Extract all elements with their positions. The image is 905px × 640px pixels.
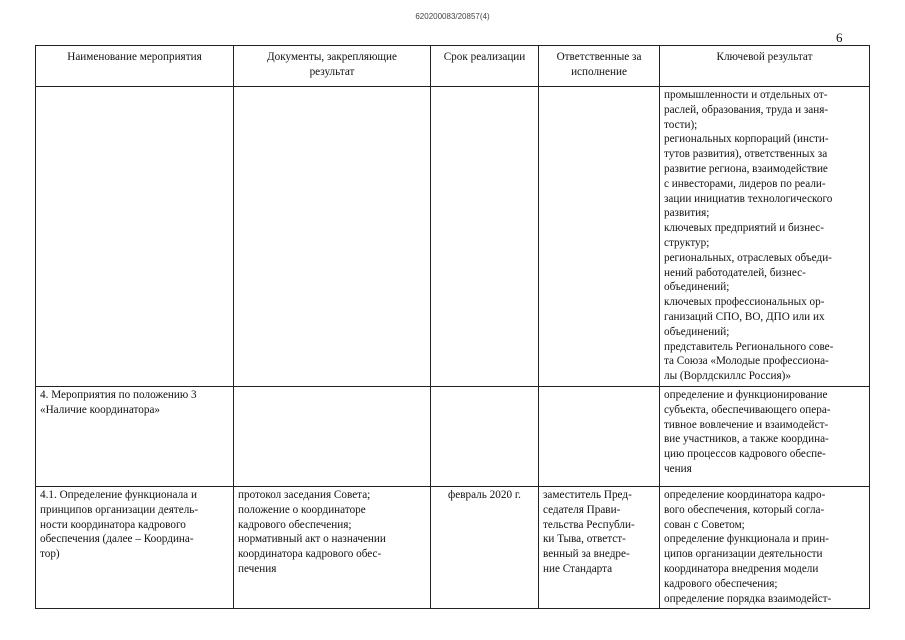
- cell-responsible: заместитель Пред- седателя Прави- тельства Республи- ки Тыва, ответст- венный за внедре- ние Стандарта: [539, 487, 660, 609]
- cell-responsible: [539, 387, 660, 487]
- table-header-row: [36, 46, 870, 87]
- table-row: [36, 487, 870, 609]
- cell-documents: протокол заседания Совета; положение о координаторе кадрового обеспечения; нормативный акт о назначении координатора кадрового обес- печения: [234, 487, 431, 609]
- cell-measure-name: [36, 87, 234, 387]
- table-row: [36, 87, 870, 387]
- measures-table: [35, 45, 870, 609]
- header-deadline: Срок реализации: [431, 46, 539, 87]
- cell-key-result: определение координатора кадро- вого обеспечения, который согла- сован с Советом; определение функционала и прин- ципов организации деятельности координатора внедрения модели кадрового обеспечения; определение порядка взаимодейст-: [660, 487, 870, 609]
- cell-deadline: [431, 387, 539, 487]
- cell-responsible: [539, 87, 660, 387]
- cell-deadline: февраль 2020 г.: [431, 487, 539, 609]
- cell-documents: [234, 387, 431, 487]
- cell-documents: [234, 87, 431, 387]
- cell-measure-name: 4.1. Определение функционала и принципов организации деятель- ности координатора кадрового обеспечения (далее – Координа- тор): [36, 487, 234, 609]
- cell-measure-name: 4. Мероприятия по положению 3 «Наличие координатора»: [36, 387, 234, 487]
- header-measure-name: Наименование мероприятия: [36, 46, 234, 87]
- header-key-result: Ключевой результат: [660, 46, 870, 87]
- cell-deadline: [431, 87, 539, 387]
- header-documents: Документы, закрепляющие результат: [234, 46, 431, 87]
- table-row: [36, 387, 870, 487]
- cell-key-result: промышленности и отдельных от- раслей, образования, труда и заня- тости); региональных корпораций (инсти- тутов развития), ответственных за развитие региона, взаимодействие с инвесторами, лидеров по реали- зации инициатив технологического развития; ключевых предприятий и бизнес- структур; региональных, отраслевых объеди- нений работодателей, бизнес- объединений; ключевых профессиональных ор- ганизаций СПО, ВО, ДПО или их объединений; представитель Регионального сове- та Союза «Молодые профессиона- лы (Ворлдскиллс Россия)»: [660, 87, 870, 387]
- page-number: 6: [836, 30, 843, 45]
- header-responsible: Ответственные за исполнение: [539, 46, 660, 87]
- document-id: 620200083/20857(4): [415, 12, 490, 21]
- cell-key-result: определение и функционирование субъекта, обеспечивающего опера- тивное вовлечение и взаимодейст- вие участников, а также координа- цию процессов кадрового обеспе- чения: [660, 387, 870, 487]
